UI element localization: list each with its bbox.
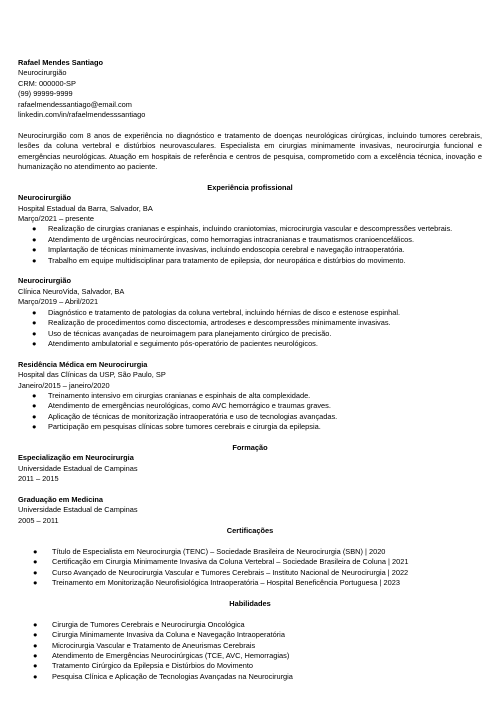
- list-item: ● Cirurgia Minimamente Invasiva da Coluna e Navegação Intraoperatória: [33, 630, 285, 640]
- list-item: ● Realização de procedimentos como discectomia, artrodeses e descompressões minimamente invasivas.: [32, 318, 391, 328]
- job-place: Clínica NeuroVida, Salvador, BA: [18, 286, 125, 296]
- bullet-icon: ●: [32, 328, 37, 338]
- resume-page: [18, 58, 482, 682]
- degree-title: Graduação em Medicina: [18, 494, 104, 504]
- bullet-icon: ●: [32, 390, 37, 400]
- professional-summary: Neurocirurgião com 8 anos de experiência no diagnóstico e tratamento de doenças neurológicas cirúrgicas, incluindo tumores cerebrais, lesões da coluna vertebral e distúrbios neurovasculares. Especialista em cirurgias minimamente invasivas, neurocirurgia funcional e emergências neurológicas. Atuação em hospitais de referência e centros de pesquisa, comprometido com a excelência técnica, inovação e humanização no atendimento ao paciente.: [18, 130, 482, 172]
- job-place: Hospital Estadual da Barra, Salvador, BA: [18, 203, 153, 213]
- list-item: ● Atendimento de urgências neurocirúrgicas, como hemorragias intracranianas e traumatismos cranioencefálicos.: [32, 234, 415, 244]
- bullet-icon: ●: [32, 224, 37, 234]
- list-item: ● Pesquisa Clínica e Aplicação de Tecnologias Avançadas na Neurocirurgia: [33, 671, 293, 681]
- bullet-icon: ●: [33, 630, 38, 640]
- skills-heading: Habilidades: [229, 599, 271, 608]
- job-title: Neurocirurgião: [18, 276, 71, 286]
- list-item: ● Participação em pesquisas clínicas sobre tumores cerebrais e cirurgia da epilepsia.: [32, 422, 321, 432]
- list-item: ● Atendimento de emergências neurológicas, como AVC hemorrágico e traumas graves.: [32, 401, 331, 411]
- job-title: Neurocirurgião: [18, 193, 71, 203]
- person-name: Rafael Mendes Santiago: [18, 58, 104, 67]
- list-item: ● Realização de cirurgias cranianas e espinhais, incluindo craniotomias, microcirurgia vascular e descompressões vertebrais.: [32, 224, 453, 234]
- job-bullets: [18, 308, 482, 350]
- job-place: Hospital das Clínicas da USP, São Paulo, SP: [18, 370, 166, 380]
- list-item: ● Aplicação de técnicas de monitorização intraoperatória e uso de tecnologias avançadas.: [32, 411, 338, 421]
- list-item: ● Título de Especialista em Neurocirurgia (TENC) – Sociedade Brasileira de Neurocirurgia (SBN) | 2020: [33, 546, 386, 556]
- job-entry: [18, 360, 482, 433]
- list-item: ● Cirurgia de Tumores Cerebrais e Neurocirurgia Oncológica: [33, 619, 245, 629]
- job-entry: [18, 276, 482, 349]
- list-item: ● Tratamento Cirúrgico da Epilepsia e Distúrbios do Movimento: [33, 661, 254, 671]
- school-name: Universidade Estadual de Campinas: [18, 463, 138, 473]
- experience-heading: Experiência profissional: [207, 182, 293, 192]
- job-period: Março/2019 – Abril/2021: [18, 297, 99, 307]
- list-item: ● Treinamento em Monitorização Neurofisiológica Intraoperatória – Hospital Beneficência Portuguesa | 2023: [33, 578, 400, 588]
- list-item: ● Uso de técnicas avançadas de neuroimagem para planejamento cirúrgico de precisão.: [32, 328, 332, 338]
- list-item: ● Atendimento ambulatorial e seguimento pós-operatório de pacientes neurológicos.: [32, 338, 318, 348]
- list-item: ● Atendimento de Emergências Neurocirúrgicas (TCE, AVC, Hemorragias): [33, 651, 290, 661]
- certifications-list: [18, 547, 482, 589]
- bullet-icon: ●: [32, 401, 37, 411]
- education-entry: [18, 495, 482, 526]
- certifications-heading: Certificações: [226, 526, 274, 536]
- education-period: 2005 – 2011: [18, 515, 59, 525]
- bullet-icon: ●: [33, 546, 38, 556]
- list-item: ● Curso Avançado de Neurocirurgia Vascular e Tumores Cerebrais – Instituto Nacional de Neurocirurgia | 2022: [33, 567, 409, 577]
- bullet-icon: ●: [32, 422, 37, 432]
- email-address[interactable]: rafaelmendessantiago@email.com: [18, 99, 132, 109]
- list-item: ● Certificação em Cirurgia Minimamente Invasiva da Coluna Vertebral – Sociedade Brasileira de Coluna | 2021: [33, 557, 409, 567]
- bullet-icon: ●: [33, 671, 38, 681]
- skills-list: [18, 620, 482, 682]
- job-entry: [18, 193, 482, 266]
- bullet-icon: ●: [32, 411, 37, 421]
- specialty: Neurocirurgião: [18, 68, 67, 78]
- job-bullets: [18, 391, 482, 433]
- list-item: ● Treinamento intensivo em cirurgias cranianas e espinhais de alta complexidade.: [32, 390, 311, 400]
- bullet-icon: ●: [33, 651, 38, 661]
- list-item: ● Implantação de técnicas minimamente invasivas, incluindo endoscopia cerebral e navegação intraoperatória.: [32, 245, 405, 255]
- linkedin-url[interactable]: linkedin.com/in/rafaelmendesssantiago: [18, 110, 146, 120]
- education-entry: [18, 453, 482, 484]
- bullet-icon: ●: [33, 578, 38, 588]
- job-title: Residência Médica em Neurocirurgia: [18, 359, 148, 369]
- contact-header: [18, 58, 482, 120]
- bullet-icon: ●: [32, 307, 37, 317]
- bullet-icon: ●: [32, 318, 37, 328]
- bullet-icon: ●: [32, 234, 37, 244]
- bullet-icon: ●: [33, 640, 38, 650]
- education-heading: Formação: [232, 442, 268, 452]
- job-period: Março/2021 – presente: [18, 214, 95, 224]
- bullet-icon: ●: [33, 567, 38, 577]
- crm-number: CRM: 000000-SP: [18, 78, 76, 88]
- list-item: ● Trabalho em equipe multidisciplinar para tratamento de epilepsia, dor neuropática e distúrbios do movimento.: [32, 255, 406, 265]
- list-item: ● Diagnóstico e tratamento de patologias da coluna vertebral, incluindo hérnias de disco e estenose espinhal.: [32, 307, 401, 317]
- degree-title: Especialização em Neurocirurgia: [18, 453, 134, 463]
- education-period: 2011 – 2015: [18, 474, 59, 484]
- bullet-icon: ●: [33, 557, 38, 567]
- school-name: Universidade Estadual de Campinas: [18, 505, 138, 515]
- job-bullets: [18, 224, 482, 266]
- bullet-icon: ●: [32, 245, 37, 255]
- bullet-icon: ●: [32, 338, 37, 348]
- job-period: Janeiro/2015 – janeiro/2020: [18, 380, 110, 390]
- bullet-icon: ●: [32, 255, 37, 265]
- bullet-icon: ●: [33, 619, 38, 629]
- list-item: ● Microcirurgia Vascular e Tratamento de Aneurismas Cerebrais: [33, 640, 256, 650]
- bullet-icon: ●: [33, 661, 38, 671]
- phone-number: (99) 99999-9999: [18, 89, 73, 99]
